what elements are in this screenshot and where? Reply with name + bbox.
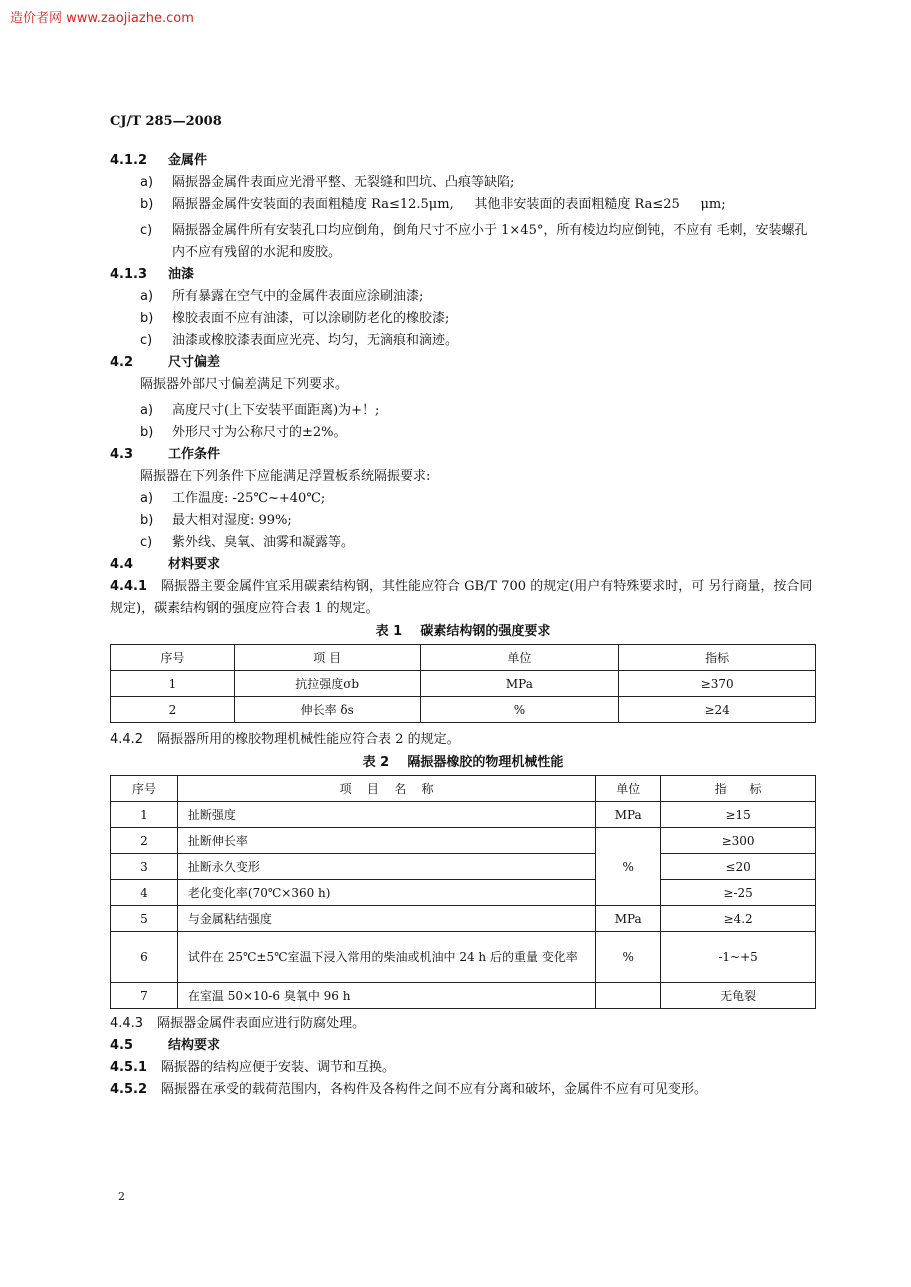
section-number: 4.1.2 bbox=[110, 153, 148, 168]
table-cell-unit: % bbox=[596, 932, 661, 983]
item-text: 隔振器金属件安装面的表面粗糙度 Ra≤12.5μm, 其他非安装面的表面粗糙度 Ra≤25 μm; bbox=[172, 197, 726, 212]
table-cell: % bbox=[420, 697, 619, 723]
item-label: c) bbox=[140, 333, 153, 348]
list-item bbox=[110, 194, 816, 216]
list-item bbox=[110, 422, 816, 444]
table-cell: 扯断伸长率 bbox=[177, 828, 595, 854]
table1-caption: 表 1 碳素结构钢的强度要求 bbox=[375, 624, 551, 639]
item-text: 橡胶表面不应有油漆，可以涂刷防老化的橡胶漆; bbox=[172, 311, 450, 326]
table-cell: 5 bbox=[111, 906, 178, 932]
section-title: 材料要求 bbox=[168, 557, 221, 572]
table-cell: ≥-25 bbox=[661, 880, 816, 906]
table-cell: 在室温 50×10-6 臭氧中 96 h bbox=[177, 983, 595, 1009]
paragraph-441 bbox=[110, 576, 816, 620]
list-item bbox=[110, 308, 816, 330]
item-label: b) bbox=[140, 425, 154, 440]
table-row bbox=[111, 932, 816, 983]
section-heading-413 bbox=[110, 264, 816, 286]
table-row bbox=[111, 802, 816, 828]
item-label: c) bbox=[140, 223, 153, 238]
table-cell: ≥4.2 bbox=[661, 906, 816, 932]
section-title: 工作条件 bbox=[168, 447, 221, 462]
paragraph-number: 4.4.1 bbox=[110, 579, 148, 594]
table-cell: 无龟裂 bbox=[661, 983, 816, 1009]
table-cell-unit: MPa bbox=[596, 906, 661, 932]
paragraph-number: 4.5.2 bbox=[110, 1082, 148, 1097]
table-row bbox=[111, 906, 816, 932]
item-text: 所有暴露在空气中的金属件表面应涂刷油漆; bbox=[172, 289, 424, 304]
section-title: 油漆 bbox=[168, 267, 195, 282]
paragraph-text: 隔振器金属件表面应进行防腐处理。 bbox=[157, 1016, 366, 1031]
table-cell: 老化变化率(70℃×360 h) bbox=[177, 880, 595, 906]
table-cell: 6 bbox=[111, 932, 178, 983]
paragraph-443 bbox=[110, 1013, 816, 1035]
table-cell-unit: % bbox=[596, 828, 661, 906]
section-number: 4.5 bbox=[110, 1038, 134, 1053]
section-heading-44 bbox=[110, 554, 816, 576]
paragraph-442 bbox=[110, 729, 816, 751]
table-cell: 4 bbox=[111, 880, 178, 906]
table-cell: ≥15 bbox=[661, 802, 816, 828]
table-cell: 1 bbox=[111, 671, 235, 697]
table-cell: 与金属粘结强度 bbox=[177, 906, 595, 932]
column-header: 单位 bbox=[596, 776, 661, 802]
list-item bbox=[110, 400, 816, 422]
item-label: b) bbox=[140, 197, 154, 212]
table1-carbon-steel-strength bbox=[110, 644, 816, 723]
section-number: 4.4 bbox=[110, 557, 134, 572]
paragraph-text: 隔振器在承受的载荷范围内，各构件及各构件之间不应有分离和破坏，金属件不应有可见变形。 bbox=[161, 1082, 708, 1097]
table-cell-unit-empty bbox=[596, 983, 661, 1009]
section-title: 结构要求 bbox=[168, 1038, 221, 1053]
table-cell: 3 bbox=[111, 854, 178, 880]
section-heading-43 bbox=[110, 444, 816, 466]
section-number: 4.1.3 bbox=[110, 267, 148, 282]
list-item bbox=[110, 220, 816, 264]
item-label: a) bbox=[140, 403, 154, 418]
paragraph-text: 隔振器所用的橡胶物理机械性能应符合表 2 的规定。 bbox=[157, 732, 460, 747]
item-text: 隔振器金属件表面应光滑平整、无裂缝和凹坑、凸痕等缺陷; bbox=[172, 175, 515, 190]
item-text: 油漆或橡胶漆表面应光亮、均匀，无滴痕和滴迹。 bbox=[172, 333, 459, 348]
item-label: a) bbox=[140, 289, 154, 304]
section-heading-412 bbox=[110, 150, 816, 172]
paragraph-number: 4.5.1 bbox=[110, 1060, 148, 1075]
item-label: b) bbox=[140, 311, 154, 326]
section-intro: 隔振器外部尺寸偏差满足下列要求。 bbox=[140, 377, 349, 392]
paragraph-text: 隔振器的结构应便于安装、调节和互换。 bbox=[161, 1060, 396, 1075]
column-header: 指 标 bbox=[661, 776, 816, 802]
paragraph-text: 隔振器主要金属件宜采用碳素结构钢，其性能应符合 GB/T 700 的规定(用户有特殊要求时，可 另行商量，按合同规定)，碳素结构钢的强度应符合表 1 的规定。 bbox=[110, 579, 813, 616]
paragraph-number: 4.4.2 bbox=[110, 732, 144, 747]
table-cell: 抗拉强度σb bbox=[234, 671, 420, 697]
table-cell: ≥370 bbox=[619, 671, 816, 697]
section-title: 尺寸偏差 bbox=[168, 355, 221, 370]
table-cell: MPa bbox=[420, 671, 619, 697]
column-header: 项 目 名 称 bbox=[177, 776, 595, 802]
item-label: a) bbox=[140, 491, 154, 506]
table-cell: 2 bbox=[111, 828, 178, 854]
section-number: 4.3 bbox=[110, 447, 134, 462]
table-row bbox=[111, 983, 816, 1009]
paragraph-451 bbox=[110, 1057, 816, 1079]
section-number: 4.2 bbox=[110, 355, 134, 370]
item-text: 工作温度: -25℃~+40℃; bbox=[172, 491, 326, 506]
table-row bbox=[111, 828, 816, 854]
item-text: 隔振器金属件所有安装孔口均应倒角，倒角尺寸不应小于 1×45°，所有棱边均应倒钝，不应有 毛刺，安装螺孔内不应有残留的水泥和废胶。 bbox=[172, 223, 808, 260]
table-cell: 扯断强度 bbox=[177, 802, 595, 828]
item-label: c) bbox=[140, 535, 153, 550]
list-item bbox=[110, 286, 816, 308]
page-number: 2 bbox=[118, 1190, 125, 1203]
table-cell-unit: MPa bbox=[596, 802, 661, 828]
section-title: 金属件 bbox=[168, 153, 208, 168]
table2-rubber-properties bbox=[110, 775, 816, 1009]
column-header: 项 目 bbox=[234, 645, 420, 671]
item-text: 紫外线、臭氧、油雾和凝露等。 bbox=[172, 535, 355, 550]
table-cell: 扯断永久变形 bbox=[177, 854, 595, 880]
list-item bbox=[110, 172, 816, 194]
table-row bbox=[111, 671, 816, 697]
standard-code-header: CJ/T 285—2008 bbox=[110, 114, 222, 129]
list-item bbox=[110, 330, 816, 352]
column-header: 序号 bbox=[111, 645, 235, 671]
table-cell: 试件在 25℃±5℃室温下浸入常用的柴油或机油中 24 h 后的重量 变化率 bbox=[177, 932, 595, 983]
table-cell: 2 bbox=[111, 697, 235, 723]
list-item bbox=[110, 532, 816, 554]
column-header: 单位 bbox=[420, 645, 619, 671]
section-heading-42 bbox=[110, 352, 816, 374]
item-label: a) bbox=[140, 175, 154, 190]
table-row bbox=[111, 854, 816, 880]
table-cell: ≥300 bbox=[661, 828, 816, 854]
table-cell: 伸长率 δs bbox=[234, 697, 420, 723]
column-header: 序号 bbox=[111, 776, 178, 802]
table-row bbox=[111, 697, 816, 723]
document-body bbox=[110, 150, 816, 1101]
paragraph-number: 4.4.3 bbox=[110, 1016, 144, 1031]
table-cell: 1 bbox=[111, 802, 178, 828]
table-header-row bbox=[111, 776, 816, 802]
item-text: 高度尺寸(上下安装平面距离)为+！; bbox=[172, 403, 380, 418]
table-row bbox=[111, 880, 816, 906]
table-cell: ≥24 bbox=[619, 697, 816, 723]
table2-caption: 表 2 隔振器橡胶的物理机械性能 bbox=[362, 755, 564, 770]
table-cell: -1~+5 bbox=[661, 932, 816, 983]
table-cell: ≤20 bbox=[661, 854, 816, 880]
item-text: 最大相对湿度: 99%; bbox=[172, 513, 292, 528]
table-cell: 7 bbox=[111, 983, 178, 1009]
watermark-text: 造价者网 www.zaojiazhe.com bbox=[10, 11, 194, 26]
item-text: 外形尺寸为公称尺寸的±2%。 bbox=[172, 425, 347, 440]
table-header-row bbox=[111, 645, 816, 671]
paragraph-452 bbox=[110, 1079, 816, 1101]
list-item bbox=[110, 488, 816, 510]
column-header: 指标 bbox=[619, 645, 816, 671]
list-item bbox=[110, 510, 816, 532]
section-heading-45 bbox=[110, 1035, 816, 1057]
section-intro: 隔振器在下列条件下应能满足浮置板系统隔振要求: bbox=[140, 469, 431, 484]
item-label: b) bbox=[140, 513, 154, 528]
